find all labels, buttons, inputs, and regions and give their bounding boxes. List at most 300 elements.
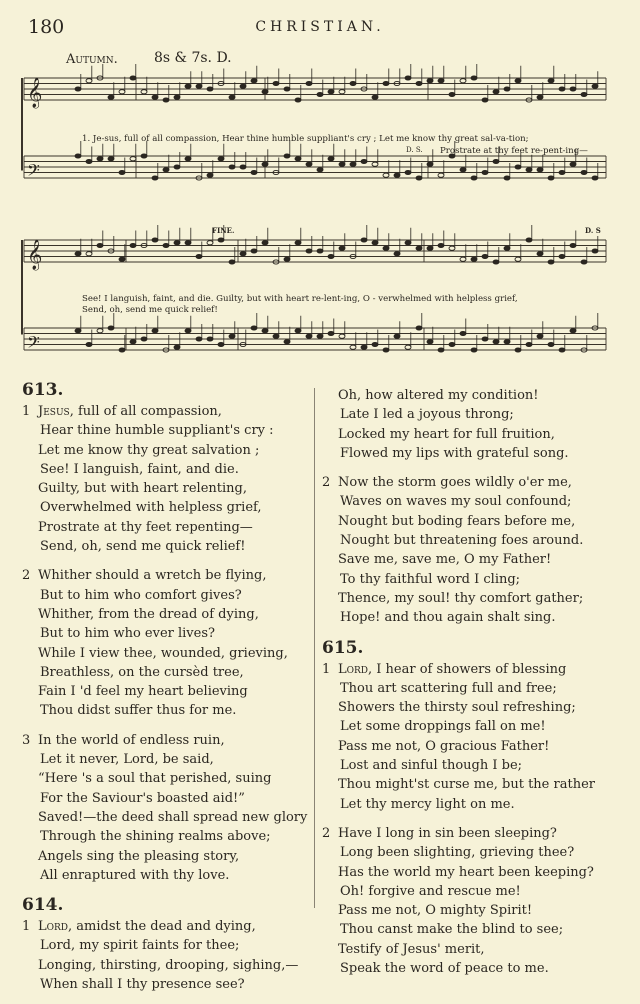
note-head [372,95,378,99]
hymn-line [322,660,622,679]
line-text: See! I languish, faint, and die. [40,461,239,477]
hymn-line [22,586,312,605]
hymn-line [322,756,622,775]
hymn-line [22,605,312,624]
note-head [152,176,158,180]
stanza-number: 2 [322,475,331,491]
line-text: Pass me not, O mighty Spirit! [338,903,533,919]
first-word: Lord, [38,919,73,935]
column-divider [314,388,315,908]
note-head [328,331,334,335]
note-head [284,340,290,344]
note-head [515,165,521,169]
note-head [515,348,521,352]
hymn-line [22,566,312,585]
hymn-line [322,959,622,978]
note-head [251,326,257,330]
line-text: Have I long in sin been sleeping? [338,825,557,841]
note-head [559,348,565,352]
note-head [570,243,576,247]
hymn-line [322,473,622,492]
note-head [174,345,180,349]
note-head [240,84,246,88]
note-head [383,81,389,85]
note-head [372,162,378,166]
note-head [482,254,488,258]
note-head [416,326,422,330]
line-text: But to him who comfort gives? [40,587,242,603]
stanza [322,386,622,463]
note-head [152,95,158,99]
note-head [185,157,191,161]
note-head [86,79,92,83]
note-head [537,252,543,256]
stanza-number: 2 [22,568,31,584]
line-text: amidst the dead and dying, [76,919,256,935]
note-head [262,329,268,333]
ds-lyric-1: Prostrate at thy feet re-pent-ing— [440,146,588,156]
hymn-line [22,402,312,421]
line-text: Thou didst suffer thus for me. [40,703,237,719]
note-head [350,81,356,85]
note-head [548,79,554,83]
note-head [361,345,367,349]
line-text: I hear of showers of blessing [376,661,567,677]
line-text: Hope! and thou again shalt sing. [340,610,556,626]
hymn-line [322,589,622,608]
hymn-line [322,512,622,531]
note-head [581,170,587,174]
line-text: Nought but threatening foes around. [340,533,584,549]
note-head [460,331,466,335]
note-head [405,76,411,80]
line-text: Overwhelmed with helpless grief, [40,500,262,516]
note-head [251,79,257,83]
note-head [394,334,400,338]
stanza [22,917,312,994]
line-text: Thence, my soul! thy comfort gather; [338,590,584,606]
line-text: Nought but boding fears before me, [338,513,576,529]
note-head [196,337,202,341]
note-head [416,246,422,250]
note-head [361,159,367,163]
note-head [229,165,235,169]
note-head [504,246,510,250]
note-head [229,95,235,99]
note-head [240,252,246,256]
note-head [262,162,268,166]
note-head [526,238,532,242]
note-head [592,249,598,253]
line-text: Angels sing the pleasing story, [38,848,240,864]
note-head [438,79,444,83]
note-head [438,348,444,352]
hymn-line [22,847,312,866]
note-head [207,337,213,341]
hymn-line [22,644,312,663]
line-text: Oh! forgive and rescue me! [340,883,521,899]
running-title: CHRISTIAN. [255,19,385,35]
note-head [141,337,147,341]
note-head [284,154,290,158]
line-text: Let thy mercy light on me. [340,796,515,812]
note-head [328,90,334,94]
stanza [322,660,622,814]
note-head [570,87,576,91]
note-head [185,84,191,88]
note-head [405,241,411,245]
note-head [306,81,312,85]
note-head [460,79,466,83]
left-column [22,378,312,1004]
hymn-line [322,775,622,794]
note-head [416,176,422,180]
note-head [317,92,323,96]
hymn-line [322,679,622,698]
note-head [427,79,433,83]
note-head [108,157,114,161]
line-text: Through the shining realms above; [40,829,271,845]
note-head [306,249,312,253]
line-text: Waves on waves my soul confound; [340,494,572,510]
hymn-line [22,936,312,955]
note-head [372,342,378,346]
line-text: Flowed my lips with grateful song. [340,445,569,461]
stanza [322,473,622,627]
note-head [97,243,103,247]
hymn-line [322,863,622,882]
hymn-line [322,698,622,717]
note-head [185,329,191,333]
note-head [174,241,180,245]
note-head [75,252,81,256]
note-head [537,334,543,338]
hymn-line [22,479,312,498]
note-head [130,76,136,80]
line-text: Hear thine humble suppliant's cry : [40,423,274,439]
hymn-line [22,624,312,643]
line-text: All enraptured with thy love. [40,867,230,883]
hymn-line [322,492,622,511]
note-head [548,260,554,264]
note-head [438,173,444,177]
note-head [218,157,224,161]
stanza-number: 3 [22,732,31,748]
note-head [405,170,411,174]
hymn-line [322,901,622,920]
note-head [350,162,356,166]
note-head [383,246,389,250]
note-head [504,87,510,91]
hymn-line [322,425,622,444]
hymn-line [322,444,622,463]
line-text: Testify of Jesus' merit, [338,941,485,957]
line-text: Showers the thirsty soul refreshing; [338,700,576,716]
line-text: Send, oh, send me quick relief! [40,539,246,555]
hymn-line [22,460,312,479]
note-head [339,162,345,166]
note-head [75,87,81,91]
note-head [471,257,477,261]
line-text: In the world of endless ruin, [38,732,225,748]
line-text: For the Saviour's boasted aid!” [40,790,245,806]
page-header [0,14,640,40]
hymn-line [22,701,312,720]
line-text: But to him who ever lives? [40,626,215,642]
note-head [471,176,477,180]
line-text: Now the storm goes wildly o'er me, [338,475,572,491]
hymn-line [322,386,622,405]
note-head [471,348,477,352]
note-head [493,90,499,94]
note-head [383,173,389,177]
note-head [493,260,499,264]
page-number: 180 [28,16,65,38]
hymn-line [322,531,622,550]
line-text: Thou might'st curse me, but the rather [338,777,595,793]
line-text: Locked my heart for full fruition, [338,426,555,442]
note-head [515,257,521,261]
hymn-line [22,827,312,846]
note-head [240,165,246,169]
hymn-line [22,917,312,936]
ds-marker-2: D. S [585,226,601,235]
line-text: Late I led a joyous throng; [340,407,514,423]
note-head [108,95,114,99]
hymn-line [322,920,622,939]
first-word: Lord, [338,661,373,677]
note-head [427,162,433,166]
note-head [284,87,290,91]
hymn-number: 615. [322,637,364,658]
line-text: Lost and sinful though I be; [340,758,523,774]
note-head [262,90,268,94]
note-head [86,342,92,346]
note-head [361,238,367,242]
hymn-line [22,750,312,769]
note-head [471,76,477,80]
verse-lyric-3: Send, oh, send me quick relief! [82,305,218,315]
hymn-line [322,570,622,589]
note-head [526,168,532,172]
note-head [548,342,554,346]
line-text: full of all compassion, [77,404,222,419]
note-head [273,81,279,85]
note-head [350,345,356,349]
hymn-line [22,975,312,994]
line-text: Save me, save me, O my Father! [338,552,552,568]
note-head [284,257,290,261]
fine-marker: FINE. [212,226,235,235]
note-head [493,159,499,163]
note-head [119,170,125,174]
stanza-number: 2 [322,825,331,841]
note-head [218,342,224,346]
note-head [251,249,257,253]
ds-label-1: D. S. [406,146,423,154]
note-head [306,162,312,166]
hymn-line [22,866,312,885]
hymn-line [322,737,622,756]
note-head [119,348,125,352]
hymn-number: 613. [22,380,64,400]
note-head [130,243,136,247]
note-head [581,260,587,264]
hymn-line [22,682,312,701]
note-head [460,168,466,172]
note-head [328,157,334,161]
note-head [383,348,389,352]
note-head [163,243,169,247]
line-text: Let me know thy great salvation ; [38,442,260,458]
note-head [163,168,169,172]
hymn-line [322,843,622,862]
note-head [482,98,488,102]
note-head [339,90,345,94]
note-head [394,252,400,256]
note-head [229,260,235,264]
tune-name: Autumn. [66,52,118,67]
note-head [449,92,455,96]
note-head [339,246,345,250]
hymn-line [22,518,312,537]
note-head [130,340,136,344]
line-text: “Here 's a soul that perished, suing [38,771,272,787]
stanza [322,824,622,978]
note-head [548,176,554,180]
note-head [405,345,411,349]
line-text: To thy faithful word I cling; [340,571,521,587]
first-word: Jesus, [38,404,74,419]
note-head [438,243,444,247]
treble-clef-icon: 𝄞 [27,240,43,270]
stanza [22,566,312,720]
note-head [152,329,158,333]
line-text: Whither should a wretch be flying, [38,568,267,584]
note-head [262,241,268,245]
note-head [449,246,455,250]
line-text: Speak the word of peace to me. [340,961,549,977]
note-head [295,98,301,102]
note-head [394,173,400,177]
hymn-line [322,940,622,959]
hymn-line [22,731,312,750]
note-head [317,168,323,172]
note-head [108,326,114,330]
stanza-number: 1 [22,404,31,419]
note-head [86,159,92,163]
hymn-line [22,956,312,975]
note-head [449,342,455,346]
note-head [416,81,422,85]
line-text: Saved!—the deed shall spread new glory [38,809,308,825]
note-head [504,176,510,180]
line-text: When shall I thy presence see? [40,977,245,993]
note-head [537,168,543,172]
note-head [295,157,301,161]
note-head [559,170,565,174]
note-head [372,241,378,245]
hymn-line [322,550,622,569]
note-head [493,340,499,344]
line-text: Let it never, Lord, be said, [40,752,214,768]
note-head [207,173,213,177]
hymn-line [22,808,312,827]
note-head [295,241,301,245]
hymn-line [322,405,622,424]
note-head [174,95,180,99]
note-head [119,257,125,261]
note-head [482,337,488,341]
bass-clef-icon: 𝄢 [27,160,40,184]
note-head [196,84,202,88]
note-head [86,252,92,256]
line-text: Thou art scattering full and free; [340,680,557,696]
note-head [559,254,565,258]
note-head [328,254,334,258]
note-head [537,95,543,99]
line-text: Thou canst make the blind to see; [340,922,564,938]
note-head [581,92,587,96]
note-head [75,154,81,158]
hymn-line [22,789,312,808]
note-head [185,241,191,245]
line-text: Oh, how altered my condition! [338,388,539,403]
note-head [570,329,576,333]
stanza [22,402,312,556]
note-head [317,334,323,338]
treble-clef-icon: 𝄞 [27,78,43,108]
note-head [119,90,125,94]
line-text: While I view thee, wounded, grieving, [38,645,288,661]
note-head [295,329,301,333]
note-head [273,334,279,338]
hymn-line [22,441,312,460]
note-head [141,154,147,158]
hymn-line [22,537,312,556]
note-head [317,249,323,253]
hymn-line [22,769,312,788]
note-head [97,329,103,333]
hymn-number: 614. [22,895,64,916]
note-head [207,241,213,245]
bass-clef-icon: 𝄢 [27,332,40,356]
note-head [559,87,565,91]
line-text: Pass me not, O gracious Father! [338,738,550,754]
line-text: Long been slighting, grieving thee? [340,845,575,861]
note-head [141,90,147,94]
hymn-line [322,608,622,627]
hymn-line [322,824,622,843]
note-head [152,238,158,242]
line-text: Breathless, on the cursèd tree, [40,664,244,680]
note-head [207,87,213,91]
note-head [75,329,81,333]
stanza-number: 1 [22,919,31,935]
note-head [526,342,532,346]
hymn-line [22,421,312,440]
line-text: Fain I 'd feel my heart believing [38,684,248,700]
note-head [130,157,136,161]
note-head [163,98,169,102]
line-text: Lord, my spirit faints for thee; [40,938,240,954]
verse-lyric-2: See! I languish, faint, and die. Guilty, but with heart re-lent-ing, O - verwhelmed with helpless grief, [82,294,518,304]
note-head [482,170,488,174]
right-column [322,386,622,988]
note-head [504,340,510,344]
line-text: Guilty, but with heart relenting, [38,481,247,497]
note-head [229,334,235,338]
